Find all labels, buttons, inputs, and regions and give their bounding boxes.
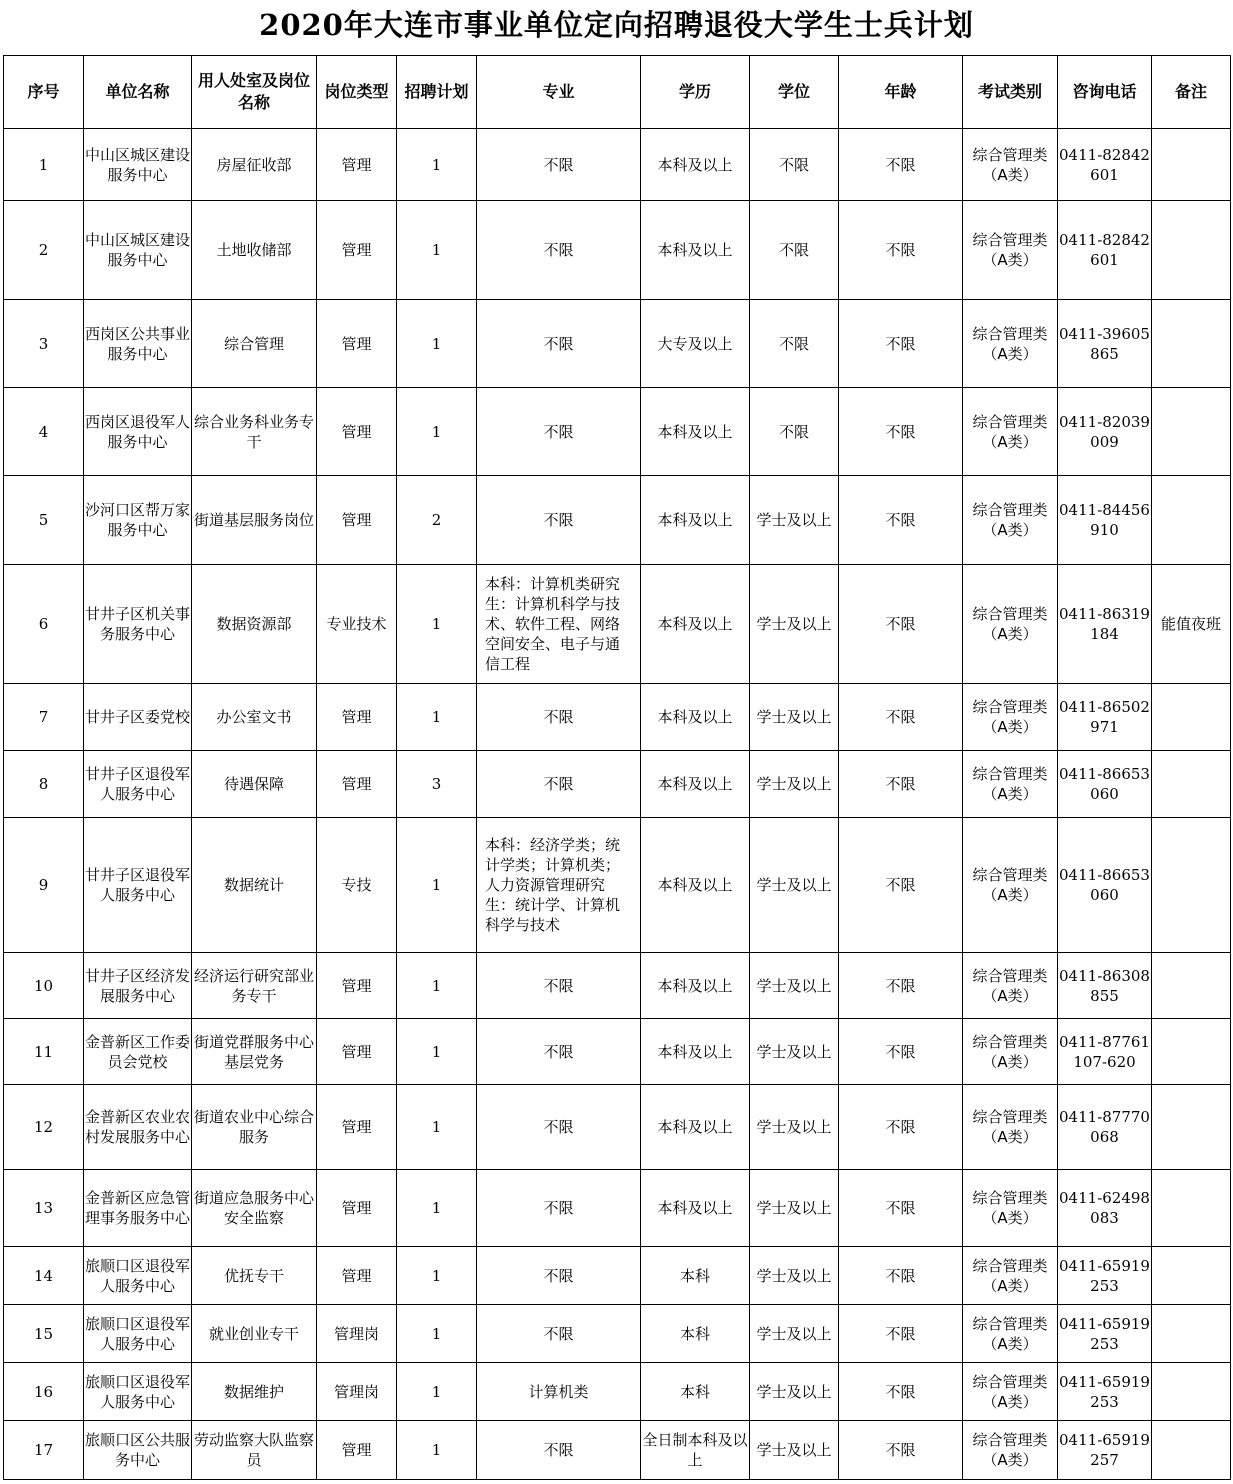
education-cell: 本科及以上 bbox=[641, 818, 750, 953]
note-cell bbox=[1152, 1085, 1231, 1170]
position-cell: 街道党群服务中心基层党务 bbox=[192, 1019, 317, 1085]
age-cell: 不限 bbox=[839, 1085, 963, 1170]
unit-cell: 甘井子区经济发展服务中心 bbox=[84, 953, 192, 1019]
count-cell: 1 bbox=[397, 684, 477, 751]
count-cell: 1 bbox=[397, 1085, 477, 1170]
type-cell: 管理 bbox=[317, 388, 397, 476]
unit-cell: 中山区城区建设服务中心 bbox=[84, 201, 192, 300]
degree-cell: 学士及以上 bbox=[750, 565, 839, 684]
major-cell: 本科：经济学类；统计学类；计算机类；人力资源管理研究生：统计学、计算机科学与技术 bbox=[477, 818, 641, 953]
major-cell: 不限 bbox=[477, 1305, 641, 1363]
phone-cell: 0411-65919253 bbox=[1058, 1247, 1152, 1305]
age-cell: 不限 bbox=[839, 388, 963, 476]
table-row bbox=[4, 565, 1231, 684]
header-cell: 用人处室及岗位名称 bbox=[192, 56, 317, 129]
header-cell: 单位名称 bbox=[84, 56, 192, 129]
major-cell: 不限 bbox=[477, 953, 641, 1019]
seq-cell: 8 bbox=[4, 751, 84, 818]
major-cell: 不限 bbox=[477, 1019, 641, 1085]
exam-cell: 综合管理类（A类） bbox=[963, 129, 1058, 201]
unit-cell: 甘井子区机关事务服务中心 bbox=[84, 565, 192, 684]
age-cell: 不限 bbox=[839, 476, 963, 565]
degree-cell: 学士及以上 bbox=[750, 1170, 839, 1247]
education-cell: 本科及以上 bbox=[641, 751, 750, 818]
type-cell: 管理 bbox=[317, 476, 397, 565]
major-cell: 不限 bbox=[477, 388, 641, 476]
unit-cell: 甘井子区退役军人服务中心 bbox=[84, 818, 192, 953]
age-cell: 不限 bbox=[839, 300, 963, 388]
education-cell: 本科及以上 bbox=[641, 476, 750, 565]
table-row bbox=[4, 129, 1231, 201]
count-cell: 1 bbox=[397, 818, 477, 953]
header-cell: 备注 bbox=[1152, 56, 1231, 129]
unit-cell: 旅顺口区退役军人服务中心 bbox=[84, 1247, 192, 1305]
unit-cell: 金普新区应急管理事务服务中心 bbox=[84, 1170, 192, 1247]
position-cell: 数据资源部 bbox=[192, 565, 317, 684]
phone-cell: 0411-82842601 bbox=[1058, 129, 1152, 201]
type-cell: 管理 bbox=[317, 1170, 397, 1247]
degree-cell: 不限 bbox=[750, 201, 839, 300]
major-cell: 不限 bbox=[477, 1085, 641, 1170]
type-cell: 管理 bbox=[317, 129, 397, 201]
unit-cell: 甘井子区退役军人服务中心 bbox=[84, 751, 192, 818]
education-cell: 大专及以上 bbox=[641, 300, 750, 388]
degree-cell: 不限 bbox=[750, 129, 839, 201]
type-cell: 管理 bbox=[317, 1019, 397, 1085]
education-cell: 本科及以上 bbox=[641, 201, 750, 300]
phone-cell: 0411-87761107-620 bbox=[1058, 1019, 1152, 1085]
header-cell: 学位 bbox=[750, 56, 839, 129]
note-cell bbox=[1152, 300, 1231, 388]
position-cell: 劳动监察大队监察员 bbox=[192, 1421, 317, 1480]
count-cell: 1 bbox=[397, 1019, 477, 1085]
header-cell: 序号 bbox=[4, 56, 84, 129]
major-cell: 不限 bbox=[477, 1170, 641, 1247]
count-cell: 1 bbox=[397, 388, 477, 476]
type-cell: 管理 bbox=[317, 751, 397, 818]
age-cell: 不限 bbox=[839, 953, 963, 1019]
major-cell: 不限 bbox=[477, 201, 641, 300]
count-cell: 3 bbox=[397, 751, 477, 818]
count-cell: 1 bbox=[397, 1363, 477, 1421]
table-row bbox=[4, 476, 1231, 565]
unit-cell: 旅顺口区公共服务中心 bbox=[84, 1421, 192, 1480]
table-row bbox=[4, 300, 1231, 388]
degree-cell: 学士及以上 bbox=[750, 1363, 839, 1421]
degree-cell: 学士及以上 bbox=[750, 1019, 839, 1085]
degree-cell: 学士及以上 bbox=[750, 684, 839, 751]
table-row bbox=[4, 953, 1231, 1019]
seq-cell: 12 bbox=[4, 1085, 84, 1170]
page-title: 2020年大连市事业单位定向招聘退役大学生士兵计划 bbox=[259, 8, 974, 42]
unit-cell: 西岗区公共事业服务中心 bbox=[84, 300, 192, 388]
degree-cell: 学士及以上 bbox=[750, 1305, 839, 1363]
position-cell: 办公室文书 bbox=[192, 684, 317, 751]
seq-cell: 4 bbox=[4, 388, 84, 476]
header-cell: 年龄 bbox=[839, 56, 963, 129]
major-cell: 不限 bbox=[477, 300, 641, 388]
phone-cell: 0411-86308855 bbox=[1058, 953, 1152, 1019]
phone-cell: 0411-86502971 bbox=[1058, 684, 1152, 751]
age-cell: 不限 bbox=[839, 1019, 963, 1085]
note-cell bbox=[1152, 684, 1231, 751]
position-cell: 土地收储部 bbox=[192, 201, 317, 300]
header-cell: 学历 bbox=[641, 56, 750, 129]
table-row bbox=[4, 1363, 1231, 1421]
education-cell: 本科 bbox=[641, 1363, 750, 1421]
age-cell: 不限 bbox=[839, 201, 963, 300]
exam-cell: 综合管理类（A类） bbox=[963, 1421, 1058, 1480]
exam-cell: 综合管理类（A类） bbox=[963, 201, 1058, 300]
position-cell: 房屋征收部 bbox=[192, 129, 317, 201]
phone-cell: 0411-86319184 bbox=[1058, 565, 1152, 684]
note-cell bbox=[1152, 751, 1231, 818]
note-cell bbox=[1152, 388, 1231, 476]
position-cell: 综合业务科业务专干 bbox=[192, 388, 317, 476]
exam-cell: 综合管理类（A类） bbox=[963, 751, 1058, 818]
exam-cell: 综合管理类（A类） bbox=[963, 818, 1058, 953]
phone-cell: 0411-87770068 bbox=[1058, 1085, 1152, 1170]
age-cell: 不限 bbox=[839, 129, 963, 201]
age-cell: 不限 bbox=[839, 1247, 963, 1305]
type-cell: 管理 bbox=[317, 300, 397, 388]
header-cell: 岗位类型 bbox=[317, 56, 397, 129]
count-cell: 1 bbox=[397, 565, 477, 684]
seq-cell: 11 bbox=[4, 1019, 84, 1085]
age-cell: 不限 bbox=[839, 1170, 963, 1247]
phone-cell: 0411-86653060 bbox=[1058, 751, 1152, 818]
degree-cell: 不限 bbox=[750, 300, 839, 388]
position-cell: 就业创业专干 bbox=[192, 1305, 317, 1363]
unit-cell: 旅顺口区退役军人服务中心 bbox=[84, 1363, 192, 1421]
seq-cell: 17 bbox=[4, 1421, 84, 1480]
major-cell: 不限 bbox=[477, 129, 641, 201]
note-cell bbox=[1152, 818, 1231, 953]
header-cell: 考试类别 bbox=[963, 56, 1058, 129]
seq-cell: 6 bbox=[4, 565, 84, 684]
unit-cell: 沙河口区帮万家服务中心 bbox=[84, 476, 192, 565]
phone-cell: 0411-65919253 bbox=[1058, 1305, 1152, 1363]
degree-cell: 学士及以上 bbox=[750, 1421, 839, 1480]
table-row bbox=[4, 1305, 1231, 1363]
table-row bbox=[4, 1421, 1231, 1480]
table-row bbox=[4, 388, 1231, 476]
count-cell: 1 bbox=[397, 1247, 477, 1305]
age-cell: 不限 bbox=[839, 751, 963, 818]
major-cell: 不限 bbox=[477, 684, 641, 751]
education-cell: 本科及以上 bbox=[641, 953, 750, 1019]
type-cell: 管理 bbox=[317, 1085, 397, 1170]
position-cell: 街道应急服务中心安全监察 bbox=[192, 1170, 317, 1247]
seq-cell: 7 bbox=[4, 684, 84, 751]
education-cell: 本科及以上 bbox=[641, 1170, 750, 1247]
count-cell: 1 bbox=[397, 953, 477, 1019]
age-cell: 不限 bbox=[839, 818, 963, 953]
header-cell: 招聘计划 bbox=[397, 56, 477, 129]
exam-cell: 综合管理类（A类） bbox=[963, 388, 1058, 476]
degree-cell: 学士及以上 bbox=[750, 1085, 839, 1170]
phone-cell: 0411-82039009 bbox=[1058, 388, 1152, 476]
degree-cell: 学士及以上 bbox=[750, 818, 839, 953]
seq-cell: 16 bbox=[4, 1363, 84, 1421]
table-row bbox=[4, 684, 1231, 751]
education-cell: 本科及以上 bbox=[641, 129, 750, 201]
degree-cell: 学士及以上 bbox=[750, 476, 839, 565]
count-cell: 1 bbox=[397, 201, 477, 300]
position-cell: 数据维护 bbox=[192, 1363, 317, 1421]
table-row bbox=[4, 1019, 1231, 1085]
table-row bbox=[4, 1170, 1231, 1247]
seq-cell: 9 bbox=[4, 818, 84, 953]
note-cell bbox=[1152, 129, 1231, 201]
exam-cell: 综合管理类（A类） bbox=[963, 953, 1058, 1019]
type-cell: 专业技术 bbox=[317, 565, 397, 684]
table-row bbox=[4, 201, 1231, 300]
header-cell: 咨询电话 bbox=[1058, 56, 1152, 129]
position-cell: 优抚专干 bbox=[192, 1247, 317, 1305]
exam-cell: 综合管理类（A类） bbox=[963, 1305, 1058, 1363]
seq-cell: 3 bbox=[4, 300, 84, 388]
phone-cell: 0411-65919257 bbox=[1058, 1421, 1152, 1480]
count-cell: 1 bbox=[397, 1421, 477, 1480]
position-cell: 街道农业中心综合服务 bbox=[192, 1085, 317, 1170]
exam-cell: 综合管理类（A类） bbox=[963, 684, 1058, 751]
education-cell: 本科及以上 bbox=[641, 565, 750, 684]
education-cell: 本科及以上 bbox=[641, 1019, 750, 1085]
type-cell: 管理岗 bbox=[317, 1305, 397, 1363]
seq-cell: 1 bbox=[4, 129, 84, 201]
type-cell: 管理岗 bbox=[317, 1363, 397, 1421]
count-cell: 1 bbox=[397, 129, 477, 201]
type-cell: 管理 bbox=[317, 201, 397, 300]
position-cell: 数据统计 bbox=[192, 818, 317, 953]
table-row bbox=[4, 751, 1231, 818]
unit-cell: 金普新区工作委员会党校 bbox=[84, 1019, 192, 1085]
note-cell bbox=[1152, 1421, 1231, 1480]
note-cell bbox=[1152, 476, 1231, 565]
count-cell: 1 bbox=[397, 1170, 477, 1247]
education-cell: 本科 bbox=[641, 1247, 750, 1305]
count-cell: 2 bbox=[397, 476, 477, 565]
type-cell: 专技 bbox=[317, 818, 397, 953]
age-cell: 不限 bbox=[839, 565, 963, 684]
exam-cell: 综合管理类（A类） bbox=[963, 1170, 1058, 1247]
exam-cell: 综合管理类（A类） bbox=[963, 476, 1058, 565]
major-cell: 不限 bbox=[477, 1421, 641, 1480]
note-cell bbox=[1152, 1170, 1231, 1247]
unit-cell: 旅顺口区退役军人服务中心 bbox=[84, 1305, 192, 1363]
count-cell: 1 bbox=[397, 300, 477, 388]
table-row bbox=[4, 1085, 1231, 1170]
note-cell bbox=[1152, 1247, 1231, 1305]
exam-cell: 综合管理类（A类） bbox=[963, 1019, 1058, 1085]
education-cell: 全日制本科及以上 bbox=[641, 1421, 750, 1480]
degree-cell: 学士及以上 bbox=[750, 1247, 839, 1305]
note-cell: 能值夜班 bbox=[1152, 565, 1231, 684]
type-cell: 管理 bbox=[317, 953, 397, 1019]
education-cell: 本科及以上 bbox=[641, 1085, 750, 1170]
education-cell: 本科 bbox=[641, 1305, 750, 1363]
major-cell: 不限 bbox=[477, 751, 641, 818]
phone-cell: 0411-86653060 bbox=[1058, 818, 1152, 953]
unit-cell: 中山区城区建设服务中心 bbox=[84, 129, 192, 201]
type-cell: 管理 bbox=[317, 1247, 397, 1305]
phone-cell: 0411-65919253 bbox=[1058, 1363, 1152, 1421]
phone-cell: 0411-84456910 bbox=[1058, 476, 1152, 565]
age-cell: 不限 bbox=[839, 684, 963, 751]
age-cell: 不限 bbox=[839, 1305, 963, 1363]
seq-cell: 14 bbox=[4, 1247, 84, 1305]
phone-cell: 0411-62498083 bbox=[1058, 1170, 1152, 1247]
education-cell: 本科及以上 bbox=[641, 684, 750, 751]
note-cell bbox=[1152, 1363, 1231, 1421]
recruitment-plan-table bbox=[3, 55, 1231, 1480]
seq-cell: 13 bbox=[4, 1170, 84, 1247]
age-cell: 不限 bbox=[839, 1421, 963, 1480]
education-cell: 本科及以上 bbox=[641, 388, 750, 476]
table-row bbox=[4, 818, 1231, 953]
seq-cell: 10 bbox=[4, 953, 84, 1019]
phone-cell: 0411-39605865 bbox=[1058, 300, 1152, 388]
exam-cell: 综合管理类（A类） bbox=[963, 565, 1058, 684]
unit-cell: 金普新区农业农村发展服务中心 bbox=[84, 1085, 192, 1170]
major-cell: 不限 bbox=[477, 1247, 641, 1305]
type-cell: 管理 bbox=[317, 684, 397, 751]
age-cell: 不限 bbox=[839, 1363, 963, 1421]
major-cell: 不限 bbox=[477, 476, 641, 565]
phone-cell: 0411-82842601 bbox=[1058, 201, 1152, 300]
table-row bbox=[4, 1247, 1231, 1305]
seq-cell: 2 bbox=[4, 201, 84, 300]
note-cell bbox=[1152, 1305, 1231, 1363]
unit-cell: 西岗区退役军人服务中心 bbox=[84, 388, 192, 476]
position-cell: 综合管理 bbox=[192, 300, 317, 388]
note-cell bbox=[1152, 953, 1231, 1019]
header-row bbox=[4, 56, 1231, 129]
major-cell: 计算机类 bbox=[477, 1363, 641, 1421]
note-cell bbox=[1152, 201, 1231, 300]
seq-cell: 15 bbox=[4, 1305, 84, 1363]
degree-cell: 学士及以上 bbox=[750, 953, 839, 1019]
type-cell: 管理 bbox=[317, 1421, 397, 1480]
position-cell: 待遇保障 bbox=[192, 751, 317, 818]
exam-cell: 综合管理类（A类） bbox=[963, 1085, 1058, 1170]
exam-cell: 综合管理类（A类） bbox=[963, 1363, 1058, 1421]
degree-cell: 不限 bbox=[750, 388, 839, 476]
header-cell: 专业 bbox=[477, 56, 641, 129]
major-cell: 本科：计算机类研究生：计算机科学与技术、软件工程、网络空间安全、电子与通信工程 bbox=[477, 565, 641, 684]
exam-cell: 综合管理类（A类） bbox=[963, 300, 1058, 388]
seq-cell: 5 bbox=[4, 476, 84, 565]
note-cell bbox=[1152, 1019, 1231, 1085]
position-cell: 街道基层服务岗位 bbox=[192, 476, 317, 565]
degree-cell: 学士及以上 bbox=[750, 751, 839, 818]
unit-cell: 甘井子区委党校 bbox=[84, 684, 192, 751]
position-cell: 经济运行研究部业务专干 bbox=[192, 953, 317, 1019]
count-cell: 1 bbox=[397, 1305, 477, 1363]
exam-cell: 综合管理类（A类） bbox=[963, 1247, 1058, 1305]
